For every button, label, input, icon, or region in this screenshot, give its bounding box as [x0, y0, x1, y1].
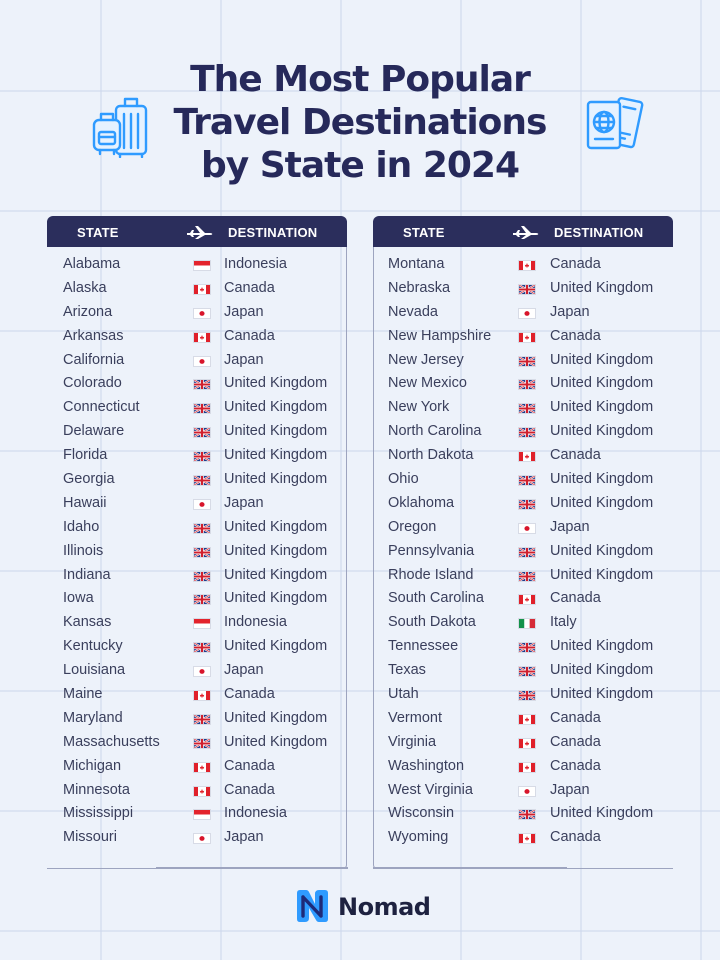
destination-name: United Kingdom [550, 686, 654, 703]
state-name: Nevada [388, 303, 438, 320]
flag-uk-icon [193, 523, 211, 534]
flag-uk-icon [193, 714, 211, 725]
destination-name: United Kingdom [224, 590, 328, 607]
destination-name: Canada [550, 757, 601, 774]
flag-uk-icon [193, 451, 211, 462]
state-name: Florida [63, 447, 108, 464]
destination-name: United Kingdom [550, 399, 654, 416]
destination-name: United Kingdom [550, 279, 654, 296]
header-destination: DESTINATION [228, 225, 318, 240]
flag-uk-icon [518, 427, 536, 438]
destination-name: Japan [550, 781, 590, 798]
destination-name: United Kingdom [550, 494, 654, 511]
table-row [374, 731, 673, 755]
state-name: Louisiana [63, 662, 126, 679]
destination-name: United Kingdom [550, 638, 654, 655]
flag-ca-icon [518, 594, 536, 605]
table-row [47, 802, 346, 826]
state-name: Colorado [63, 375, 122, 392]
flag-ca-icon [193, 690, 211, 701]
flag-uk-icon [193, 738, 211, 749]
table-row [47, 253, 346, 277]
destination-name: Canada [550, 709, 601, 726]
flag-uk-icon [193, 547, 211, 558]
state-name: Illinois [63, 542, 104, 559]
state-name: Alaska [63, 279, 107, 296]
table-row [374, 755, 673, 779]
passport-icon [584, 94, 646, 156]
destination-name: Indonesia [224, 614, 287, 631]
table-row [47, 468, 346, 492]
destination-name: United Kingdom [550, 471, 654, 488]
table-header [47, 216, 347, 247]
header-state: STATE [403, 225, 445, 240]
left-table-body [47, 247, 347, 869]
left-table [47, 216, 347, 869]
destination-name: Canada [224, 686, 275, 703]
flag-jp-icon [193, 499, 211, 510]
table-row [374, 779, 673, 803]
table-row [374, 611, 673, 635]
state-name: Michigan [63, 757, 122, 774]
flag-uk-icon [193, 475, 211, 486]
table-row [47, 325, 346, 349]
table-row [374, 516, 673, 540]
destination-name: United Kingdom [224, 733, 328, 750]
table-row [374, 826, 673, 850]
destination-name: United Kingdom [550, 542, 654, 559]
destination-name: Japan [224, 662, 264, 679]
flag-ca-icon [193, 332, 211, 343]
table-row [374, 349, 673, 373]
airplane-icon [186, 224, 214, 240]
state-name: Vermont [388, 709, 442, 726]
state-name: Utah [388, 686, 419, 703]
destination-name: Canada [224, 327, 275, 344]
table-row [47, 277, 346, 301]
table-row [47, 564, 346, 588]
table-header [373, 216, 673, 247]
flag-uk-icon [518, 690, 536, 701]
state-name: Hawaii [63, 494, 107, 511]
flag-ca-icon [518, 833, 536, 844]
flag-id-icon [193, 618, 211, 629]
flag-id-icon [193, 260, 211, 271]
state-name: California [63, 351, 125, 368]
state-name: New Mexico [388, 375, 467, 392]
flag-ca-icon [193, 786, 211, 797]
table-row [374, 420, 673, 444]
destination-name: United Kingdom [224, 638, 328, 655]
destination-name: Japan [550, 303, 590, 320]
header-state: STATE [77, 225, 119, 240]
flag-uk-icon [518, 475, 536, 486]
state-name: Oklahoma [388, 494, 455, 511]
destination-name: Indonesia [224, 256, 287, 272]
flag-uk-icon [193, 571, 211, 582]
table-row [47, 707, 346, 731]
flag-uk-icon [193, 427, 211, 438]
state-name: Wyoming [388, 829, 449, 846]
flag-jp-icon [193, 356, 211, 367]
destination-name: Japan [224, 351, 264, 368]
state-name: New Hampshire [388, 327, 492, 344]
table-row [374, 253, 673, 277]
state-name: Tennessee [388, 638, 459, 655]
header-destination: DESTINATION [554, 225, 644, 240]
state-name: Montana [388, 256, 445, 272]
table-row [47, 396, 346, 420]
flag-ca-icon [518, 714, 536, 725]
destination-name: Canada [550, 590, 601, 607]
flag-uk-icon [518, 356, 536, 367]
table-row [374, 564, 673, 588]
table-row [47, 611, 346, 635]
state-name: Connecticut [63, 399, 140, 416]
table-row [47, 635, 346, 659]
state-name: Oregon [388, 518, 437, 535]
destination-name: Canada [224, 757, 275, 774]
state-name: Texas [388, 662, 426, 679]
table-row [47, 587, 346, 611]
flag-uk-icon [518, 499, 536, 510]
state-name: South Carolina [388, 590, 484, 607]
table-row [47, 731, 346, 755]
destination-name: Canada [550, 447, 601, 464]
table-row [47, 755, 346, 779]
state-name: Indiana [63, 566, 111, 583]
flag-uk-icon [518, 379, 536, 390]
table-row [374, 277, 673, 301]
flag-uk-icon [193, 403, 211, 414]
flag-uk-icon [193, 642, 211, 653]
table-row [47, 683, 346, 707]
destination-name: United Kingdom [550, 662, 654, 679]
state-name: New Jersey [388, 351, 464, 368]
destination-name: United Kingdom [224, 375, 328, 392]
destination-name: Japan [224, 494, 264, 511]
table-row [374, 372, 673, 396]
flag-jp-icon [518, 523, 536, 534]
destination-name: United Kingdom [224, 518, 328, 535]
flag-ca-icon [518, 762, 536, 773]
state-name: Ohio [388, 471, 419, 488]
table-row [374, 540, 673, 564]
state-name: Massachusetts [63, 733, 160, 750]
flag-ca-icon [193, 762, 211, 773]
state-name: Arkansas [63, 327, 124, 344]
state-name: Washington [388, 757, 465, 774]
table-row [374, 587, 673, 611]
flag-uk-icon [518, 642, 536, 653]
flag-ca-icon [518, 260, 536, 271]
state-name: Iowa [63, 590, 94, 607]
table-row [374, 802, 673, 826]
destination-name: Indonesia [224, 805, 287, 822]
table-row [374, 707, 673, 731]
table-row [47, 372, 346, 396]
table-row [47, 540, 346, 564]
destination-name: United Kingdom [550, 423, 654, 440]
divider [373, 867, 567, 869]
state-name: Wisconsin [388, 805, 455, 822]
table-row [47, 420, 346, 444]
flag-uk-icon [518, 284, 536, 295]
destination-name: United Kingdom [224, 423, 328, 440]
table-row [374, 396, 673, 420]
flag-ca-icon [518, 451, 536, 462]
flag-it-icon [518, 618, 536, 629]
right-table-body [373, 247, 673, 869]
right-table [373, 216, 673, 869]
state-name: Idaho [63, 518, 100, 535]
flag-ca-icon [518, 738, 536, 749]
state-name: Maryland [63, 709, 123, 726]
table-row [374, 444, 673, 468]
destination-name: United Kingdom [224, 471, 328, 488]
state-name: Nebraska [388, 279, 451, 296]
airplane-icon [512, 224, 540, 240]
title-line-3: by State in 2024 [200, 145, 520, 186]
flag-jp-icon [193, 308, 211, 319]
state-name: Virginia [388, 733, 437, 750]
state-name: Delaware [63, 423, 125, 440]
destination-name: United Kingdom [224, 709, 328, 726]
destination-name: Canada [550, 829, 601, 846]
state-name: Rhode Island [388, 566, 474, 583]
destination-name: United Kingdom [550, 805, 654, 822]
table-row [47, 349, 346, 373]
state-name: North Dakota [388, 447, 474, 464]
flag-ca-icon [193, 284, 211, 295]
destination-name: United Kingdom [224, 399, 328, 416]
state-name: South Dakota [388, 614, 476, 631]
flag-uk-icon [518, 403, 536, 414]
destination-name: Canada [550, 733, 601, 750]
destination-name: United Kingdom [224, 542, 328, 559]
destination-name: Canada [550, 327, 601, 344]
destination-name: United Kingdom [224, 447, 328, 464]
state-name: Arizona [63, 303, 113, 320]
destination-name: United Kingdom [550, 566, 654, 583]
flag-uk-icon [518, 809, 536, 820]
destination-name: Italy [550, 614, 577, 631]
destination-name: United Kingdom [550, 351, 654, 368]
table-row [47, 826, 346, 850]
state-name: Minnesota [63, 781, 130, 798]
table-row [374, 683, 673, 707]
state-name: Kansas [63, 614, 112, 631]
flag-ca-icon [518, 332, 536, 343]
state-name: New York [388, 399, 450, 416]
flag-uk-icon [193, 594, 211, 605]
luggage-icon [90, 96, 152, 158]
state-name: Mississippi [63, 805, 134, 822]
destination-name: Japan [550, 518, 590, 535]
destination-name: Canada [224, 781, 275, 798]
flag-uk-icon [193, 379, 211, 390]
table-row [47, 492, 346, 516]
flag-uk-icon [518, 666, 536, 677]
destination-name: Canada [550, 256, 601, 272]
state-name: Kentucky [63, 638, 123, 655]
flag-jp-icon [193, 833, 211, 844]
table-row [47, 516, 346, 540]
state-name: North Carolina [388, 423, 482, 440]
state-name: Maine [63, 686, 103, 703]
state-name: Pennsylvania [388, 542, 475, 559]
table-row [47, 301, 346, 325]
table-row [374, 325, 673, 349]
destination-name: Japan [224, 303, 264, 320]
flag-uk-icon [518, 571, 536, 582]
destination-name: United Kingdom [550, 375, 654, 392]
title-line-2: Travel Destinations [173, 102, 547, 143]
flag-jp-icon [518, 308, 536, 319]
brand-name: Nomad [338, 893, 431, 921]
table-row [47, 659, 346, 683]
destination-name: Canada [224, 279, 275, 296]
flag-jp-icon [518, 786, 536, 797]
destination-name: United Kingdom [224, 566, 328, 583]
destination-name: Japan [224, 829, 264, 846]
table-row [374, 492, 673, 516]
flag-uk-icon [518, 547, 536, 558]
table-row [47, 779, 346, 803]
state-name: Georgia [63, 471, 115, 488]
state-name: Missouri [63, 829, 117, 846]
title-line-1: The Most Popular [190, 59, 530, 100]
nomad-logo-icon [292, 888, 332, 924]
table-row [47, 444, 346, 468]
divider [156, 867, 348, 869]
table-row [374, 659, 673, 683]
state-name: Alabama [63, 256, 121, 272]
flag-id-icon [193, 809, 211, 820]
table-row [374, 468, 673, 492]
table-row [374, 635, 673, 659]
flag-jp-icon [193, 666, 211, 677]
table-row [374, 301, 673, 325]
state-name: West Virginia [388, 781, 473, 798]
